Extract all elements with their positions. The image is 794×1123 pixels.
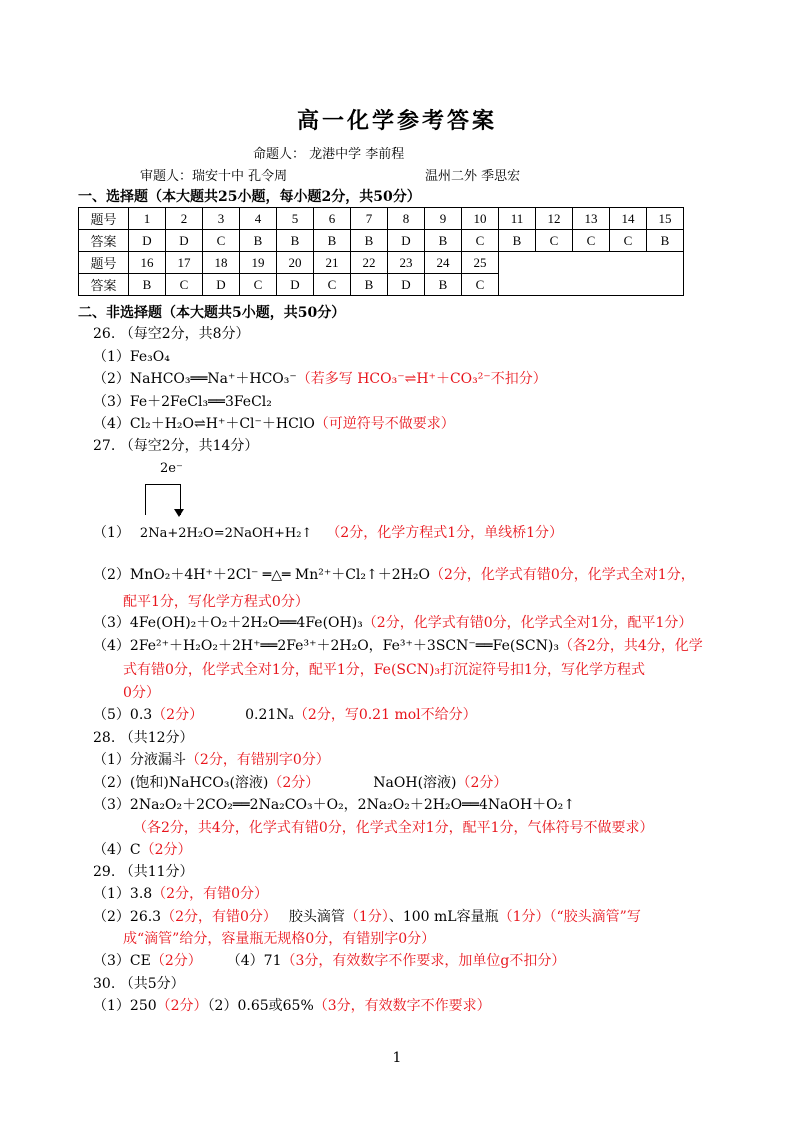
electron-transfer-label: 2e⁻ [160, 461, 183, 476]
q28-3: （3）2Na₂O₂＋2CO₂══2Na₂CO₃＋O₂，2Na₂O₂＋2H₂O══4NaOH＋O₂↑ [93, 797, 575, 813]
answer: （1）分液漏斗 [93, 752, 186, 768]
item-number: （1） [93, 525, 130, 541]
table-row [79, 208, 684, 230]
q28-1 [93, 751, 330, 769]
answer: （4）Cl₂＋H₂O⇌H⁺＋Cl⁻＋HClO [93, 416, 315, 432]
table-cell: C [536, 230, 573, 252]
table-cell: 22 [351, 252, 388, 274]
table-cell: B [425, 274, 462, 296]
row-label: 题号 [79, 252, 129, 274]
table-cell: 20 [277, 252, 314, 274]
answer: （2）(饱和)NaHCO₃(溶液) [93, 775, 269, 791]
table-cell: 25 [462, 252, 499, 274]
q26-2 [93, 370, 547, 388]
answer: （2）NaHCO₃══Na⁺＋HCO₃⁻ [93, 371, 297, 387]
q29-1 [93, 885, 268, 903]
q29-3-4 [93, 952, 565, 970]
answer: 0.21Nₐ [245, 707, 294, 723]
answer: （2）26.3 [93, 909, 162, 925]
row-label: 答案 [79, 274, 129, 296]
scoring-note: （2分，化学式有错0分，化学式全对1分，配平1分） [362, 615, 693, 631]
table-cell: B [425, 230, 462, 252]
table-cell: 6 [314, 208, 351, 230]
answer: （1）3.8 [93, 886, 153, 902]
reviewer-2: 温州二外 季思宏 [425, 169, 521, 184]
table-cell: B [351, 274, 388, 296]
scoring-note: （2分，有错0分） [161, 909, 277, 925]
table-cell: 7 [351, 208, 388, 230]
table-cell: C [462, 274, 499, 296]
table-cell: C [462, 230, 499, 252]
empty-cell [499, 252, 684, 296]
answer: （4）C [93, 842, 141, 858]
q28-3-note: （各2分，共4分，化学式有错0分，化学式全对1分，配平1分，气体符号不做要求） [133, 820, 654, 836]
answer: （5）0.3 [93, 707, 153, 723]
answer: 2Na+2H₂O=2NaOH+H₂↑ [139, 526, 313, 541]
scoring-note: （若多写 HCO₃⁻⇌H⁺＋CO₃²⁻不扣分） [296, 371, 547, 387]
table-cell: B [647, 230, 684, 252]
scoring-note: （2分） [456, 775, 508, 791]
proposer: 命题人： 龙港中学 李前程 [253, 147, 405, 162]
table-cell: C [166, 274, 203, 296]
table-cell: 8 [388, 208, 425, 230]
answer: （2）MnO₂＋4H⁺＋2Cl⁻ ═△═ Mn²⁺＋Cl₂↑＋2H₂O [93, 567, 430, 583]
q26-heading: 26. （每空2分，共8分） [93, 326, 250, 342]
scoring-note: （2分，化学式有错0分，化学式全对1分， [429, 567, 695, 583]
table-cell: C [314, 274, 351, 296]
q27-4-cont: 式有错0分，化学式全对1分，配平1分，Fe(SCN)₃打沉淀符号扣1分，写化学方程式 [123, 662, 645, 678]
scoring-note: （3分，有效数字不作要求） [313, 998, 491, 1014]
table-cell: 10 [462, 208, 499, 230]
page-title: 高一化学参考答案 [296, 108, 497, 134]
row-label: 答案 [79, 230, 129, 252]
answer: NaOH(溶液) [373, 775, 457, 791]
answer: （3）CE [93, 953, 151, 969]
table-cell: B [129, 274, 166, 296]
scoring-note: （可逆符号不做要求） [314, 416, 455, 432]
table-cell: 11 [499, 208, 536, 230]
table-cell: D [166, 230, 203, 252]
answer: （3）4Fe(OH)₂＋O₂＋2H₂O══4Fe(OH)₃ [93, 615, 363, 631]
scoring-note: （3分，有效数字不作要求，加单位g不扣分） [281, 953, 566, 969]
answer: （4）2Fe²⁺＋H₂O₂＋2H⁺══2Fe³⁺＋2H₂O，Fe³⁺＋3SCN⁻══Fe(SCN)₃ [93, 638, 559, 654]
table-cell: D [277, 274, 314, 296]
scoring-note: （1分）（“胶头滴管”写 [498, 909, 641, 925]
table-cell: 14 [610, 208, 647, 230]
q29-heading: 29. （共11分） [93, 864, 194, 880]
table-cell: D [203, 274, 240, 296]
table-cell: 1 [129, 208, 166, 230]
table-cell: 4 [240, 208, 277, 230]
table-cell: C [573, 230, 610, 252]
table-cell: B [351, 230, 388, 252]
answer: （2）0.65或65% [207, 998, 314, 1014]
q28-4 [93, 841, 192, 859]
table-cell: D [129, 230, 166, 252]
q29-2 [93, 908, 641, 926]
table-cell: D [388, 274, 425, 296]
q26-1: （1）Fe₃O₄ [93, 349, 170, 365]
answer: （1）250 [93, 998, 157, 1014]
table-cell: B [277, 230, 314, 252]
reviewer-1: 审题人：瑞安十中 孔令周 [140, 169, 288, 184]
scoring-note: （2分，写0.21 mol不给分） [293, 707, 477, 723]
q27-1 [93, 524, 563, 543]
scoring-note: （2分，化学方程式1分，单线桥1分） [326, 525, 564, 541]
q26-4 [93, 415, 455, 433]
table-cell: 9 [425, 208, 462, 230]
table-cell: 21 [314, 252, 351, 274]
scoring-note: （2分） [152, 707, 204, 723]
q27-3 [93, 614, 692, 632]
table-cell: 19 [240, 252, 277, 274]
q28-heading: 28. （共12分） [93, 730, 194, 746]
section2-heading: 二、非选择题（本大题共5小题，共50分） [78, 305, 346, 321]
table-cell: D [388, 230, 425, 252]
table-cell: B [314, 230, 351, 252]
answer: 胶头滴管 [288, 909, 345, 925]
table-cell: 16 [129, 252, 166, 274]
q27-4-cont2: 0分） [123, 685, 160, 701]
table-cell: 23 [388, 252, 425, 274]
table-row [79, 252, 684, 274]
table-cell: 13 [573, 208, 610, 230]
q27-heading: 27. （每空2分，共14分） [93, 438, 259, 454]
q30-heading: 30. （共5分） [93, 976, 185, 992]
scoring-note: （各2分，共4分，化学 [558, 638, 703, 654]
q29-2-cont: 成“滴管”给分，容量瓶无规格0分，有错别字0分） [123, 931, 436, 947]
q30-1-2 [93, 997, 491, 1015]
table-cell: 12 [536, 208, 573, 230]
row-label: 题号 [79, 208, 129, 230]
table-cell: C [240, 274, 277, 296]
answer: 、100 mL容量瓶 [388, 909, 499, 925]
table-cell: C [203, 230, 240, 252]
scoring-note: （1分） [344, 909, 389, 925]
q27-2 [93, 566, 695, 584]
q28-2 [93, 774, 507, 792]
table-cell: B [499, 230, 536, 252]
q27-4 [93, 637, 703, 655]
table-cell: 24 [425, 252, 462, 274]
scoring-note: （2分） [268, 775, 320, 791]
scoring-note: （2分） [150, 953, 202, 969]
table-cell: 3 [203, 208, 240, 230]
scoring-note: （2分） [156, 998, 208, 1014]
section1-heading: 一、选择题（本大题共25小题，每小题2分，共50分） [78, 189, 421, 205]
scoring-note: （2分） [140, 842, 192, 858]
scoring-note: （2分，有错0分） [152, 886, 268, 902]
table-cell: 18 [203, 252, 240, 274]
table-cell: 17 [166, 252, 203, 274]
q26-3: （3）Fe＋2FeCl₃══3FeCl₂ [93, 394, 272, 410]
table-cell: C [610, 230, 647, 252]
scoring-note: （2分，有错别字0分） [185, 752, 330, 768]
q27-5 [93, 706, 477, 724]
answer: （4）71 [233, 953, 282, 969]
table-cell: B [240, 230, 277, 252]
table-cell: 2 [166, 208, 203, 230]
answer-table [78, 207, 684, 296]
page-number: 1 [392, 1050, 402, 1066]
q27-2-cont: 配平1分，写化学方程式0分） [123, 594, 309, 610]
table-row [79, 230, 684, 252]
arrow-head-icon [174, 509, 184, 517]
table-cell: 5 [277, 208, 314, 230]
table-cell: 15 [647, 208, 684, 230]
